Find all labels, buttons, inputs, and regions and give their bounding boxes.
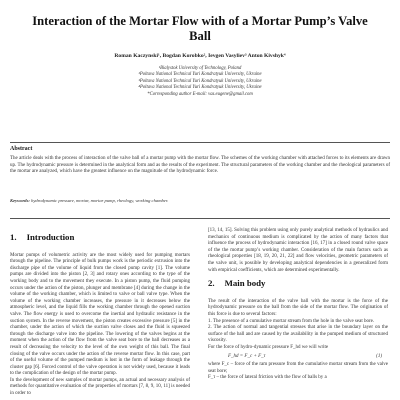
abstract-top-rule: [10, 142, 390, 143]
main-list-item-2: 2. The action of normal and tangential stresses that arise in the boundary layer on the surface of the ball and are caused by the availability in the pumped medium of structured viscosity.: [208, 325, 388, 344]
main-paragraph-1: The result of the interaction of the valve ball with the mortar is the force of the hydrodynamic pressure on the ball from the side of the mortar flow. The origination of this force is due to several factors:: [208, 298, 388, 317]
section-heading-main-body: [208, 280, 388, 287]
section-number: 1.: [10, 232, 17, 242]
main-paragraph-4: F_τ – the force of lateral friction with the flow of balls by a: [208, 375, 327, 381]
intro-continued-paragraph: [13, 14, 15]. Solving this problem using only purely analytical methods of hydraulics and mechanics of continuous medium is complicated by the action of many factors that influence the process of hydrodynamic interaction [16, 17] in a closed round valve space of the the mortar pump’s working chamber. Consideration of the main factors such as rheological properties [18, 19, 20, 21, 22] and flow velocities, geometric parameters of the valve unit, is possible by developing analytical dependencies in a generalized form with empirical coefficients, which are determined experimentally.: [208, 228, 388, 273]
abstract-text: The article deals with the process of interaction of the valve ball of a mortar pump with the mortar flow. The schemes of the working chamber with attached forces to its elements are drawn up. The hydrodynamic pressure is determined in the analytical form and as the results of the experiment. The structural parameters of the working chamber and the rheological parameters of the mortar are analyzed, which have the greatest influence on the magnitude of the hydrodynamic force.: [10, 156, 390, 175]
affiliation-list: [60, 66, 340, 98]
section-title: Introduction: [26, 232, 75, 242]
equation-1: [208, 354, 388, 361]
section-number: 2.: [208, 278, 215, 289]
affiliation-4: ⁴Poltava National Technical Yuri Kondratyuk University, Ukraine: [138, 85, 262, 91]
main-list-item-1: 1. The presence of a cumulative mortar stream from the hole in the valve seat bore.: [208, 318, 375, 324]
intro-paragraph-1: Mortar pumps of volumetric activity are the most widely used for pumping mortars through the pipeline. The principle of bulk pumps work is the periodic extrusion into the discharge pipe of the volume of liquid from the closed pump cavity [1]. The volume pumps are divided into the piston [2, 3] and rotary ones according to the type of the working body and to the movement they execute. In a piston pump, the fluid pumping occurs under the action of the piston, plunger and membrane [4] during the change in the volume of the working chamber, which is limited to valve or ball valve type. When the volume of the working chamber increases, the pressure in it decreases below the atmospheric level, and the liquid fills the working chamber through the opened suction valve. The flow energy is used to overcome the inertial and hydraulic resistance in the suction system. In the reverse movement, the piston creates excessive pressure [5] in the chamber, under the action of which the suction valve closes and the fluid is squeezed through the discharge valve into the pipeline. The lowering of the valves begins at the moment when the action of the flow from the valve seat bore to the ball decreases as a result of decreasing the velocity to the level of the own weight of this ball. The final closing of the valve occurs under the action of the reverse mortar flow. In this case, part of the useful volume of the pumped medium is lost in the form of leakage through the cluster gap [6]. Forced control of the valve operation is not widely used, because it leads to the complication of the design of the mortar pump.: [10, 252, 190, 377]
keywords-line: [10, 198, 390, 204]
main-paragraph-2: For the force of hydro-dynamic pressure F_hd we will write: [208, 344, 329, 350]
section-heading-introduction: [10, 234, 190, 241]
affiliation-3: ³Poltava National Technical Yuri Kondratyuk University, Ukraine: [138, 78, 262, 84]
main-paragraph-3: where F_c – force of the ram pressure from the cumulative mortar stream from the valve seat bore;: [208, 362, 388, 374]
equation-number: (1): [376, 353, 382, 359]
abstract-heading: Abstract: [10, 146, 33, 152]
left-column: [10, 228, 190, 398]
corresponding-email[interactable]: *Corresponding author E-mail: vas.eugene@gmail.com: [147, 91, 253, 97]
keywords-value: hydrodynamic pressure, mortar, mortar pump, rheology, working chamber.: [31, 198, 169, 203]
equation-body: F_hd = F_c + F_τ: [228, 353, 266, 359]
affiliation-1: ¹Bialystok University of Technology, Poland: [158, 66, 242, 71]
paper-title: Interaction of the Mortar Flow with of a Mortar Pump’s Valve Ball: [32, 14, 368, 43]
right-column: [208, 228, 388, 382]
intro-paragraph-2: In the development of new samples of mortar pumps, an actual and necessary analysis of methods for quantitative evaluation of the properties of mortars [7, 8, 9, 10, 11] is needed in order to: [10, 377, 190, 397]
keywords-label: Keywords:: [10, 198, 30, 203]
abstract-bottom-rule: [10, 218, 390, 219]
section-title: Main body: [224, 278, 266, 289]
author-list: Roman Kaczynski¹, Bogdan Korobko², Ievgen Vasyliev³ Anton Kivshyk⁴: [114, 53, 286, 59]
affiliation-2: ²Poltava National Technical Yuri Kondratyuk University, Ukraine: [138, 72, 262, 78]
